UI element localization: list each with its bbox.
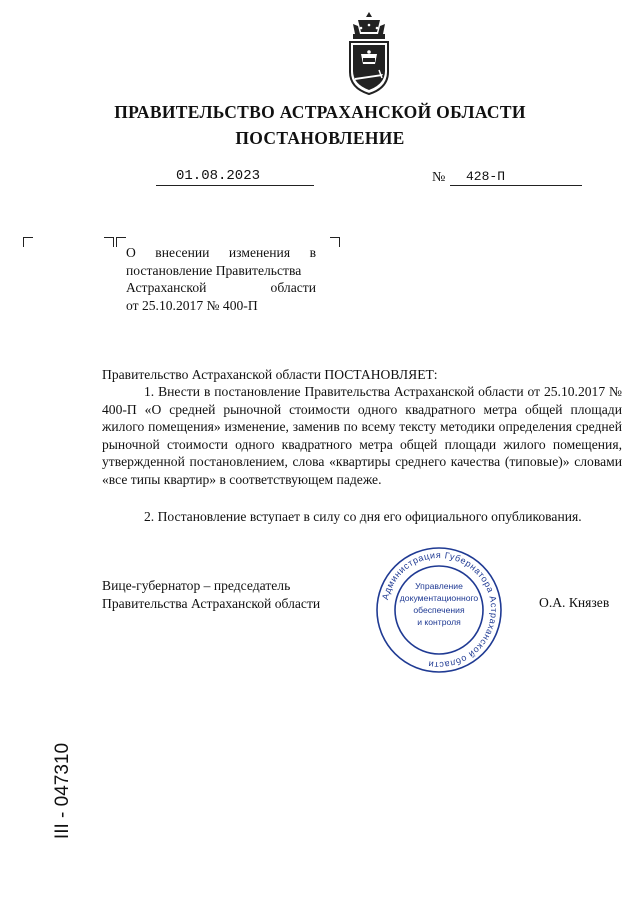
stamp-ring-text: Администрация Губернатора Астраханской области bbox=[380, 549, 500, 671]
coat-of-arms-emblem bbox=[341, 10, 397, 96]
signatory-position bbox=[102, 577, 320, 613]
subject-line-1 bbox=[126, 244, 316, 262]
resolution-item-2: 2. Постановление вступает в силу со дня его официального опубликования. bbox=[144, 509, 582, 524]
document-number: 428-П bbox=[466, 169, 506, 184]
subject-word: изменения bbox=[228, 245, 291, 260]
document-date: 01.08.2023 bbox=[176, 168, 261, 184]
document-type: ПОСТАНОВЛЕНИЕ bbox=[235, 128, 405, 148]
stamp-inner-text: документационного bbox=[399, 593, 479, 603]
signatory-name: О.А. Князев bbox=[539, 595, 610, 610]
stamp-inner-text: и контроля bbox=[417, 617, 461, 627]
stamp-inner-text: обеспечения bbox=[413, 605, 465, 615]
subject-word: внесении bbox=[155, 245, 210, 260]
resolution-item-1: 1. Внести в постановление Правительства Астраханской области от 25.10.2017 № 400-П «О средней рыночной стоимости одного квадратного метра общей площади жилого помещения» изменение, заменив по всему тексту методики определения средней рыночной стоимости одного квадратного метра общей площади жилого помещения, утвержденной постановлением, слова «квартиры среднего качества (типовые)» словами «все типы квартир» в соответствующем падеже. bbox=[102, 384, 622, 487]
corner-mark-right-b bbox=[116, 237, 126, 247]
side-serial-code: III - 047310 bbox=[52, 742, 73, 840]
number-underline bbox=[450, 185, 582, 186]
position-line-1: Вице-губернатор – председатель bbox=[102, 578, 291, 593]
stamp-inner-text: Управление bbox=[415, 581, 463, 591]
subject-line-4: от 25.10.2017 № 400-П bbox=[126, 297, 258, 313]
date-underline bbox=[156, 185, 314, 186]
position-line-2: Правительства Астраханской области bbox=[102, 596, 321, 611]
subject-word: области bbox=[270, 280, 316, 295]
subject-word: О bbox=[126, 245, 136, 260]
subject-line-3 bbox=[126, 279, 316, 297]
corner-mark-far-right bbox=[330, 237, 340, 247]
resolution-intro: Правительство Астраханской области ПОСТАНОВЛЯЕТ: bbox=[102, 367, 438, 382]
official-seal-stamp bbox=[374, 545, 504, 675]
subject-word: Астраханской bbox=[126, 280, 207, 295]
organization-title: ПРАВИТЕЛЬСТВО АСТРАХАНСКОЙ ОБЛАСТИ bbox=[114, 102, 526, 122]
subject-word: в bbox=[309, 245, 316, 260]
corner-mark-right-a bbox=[104, 237, 114, 247]
number-sign: № bbox=[432, 170, 446, 185]
corner-mark-left bbox=[23, 237, 33, 247]
subject-line-2: постановление Правительства bbox=[126, 262, 302, 278]
subject-block bbox=[126, 244, 316, 314]
